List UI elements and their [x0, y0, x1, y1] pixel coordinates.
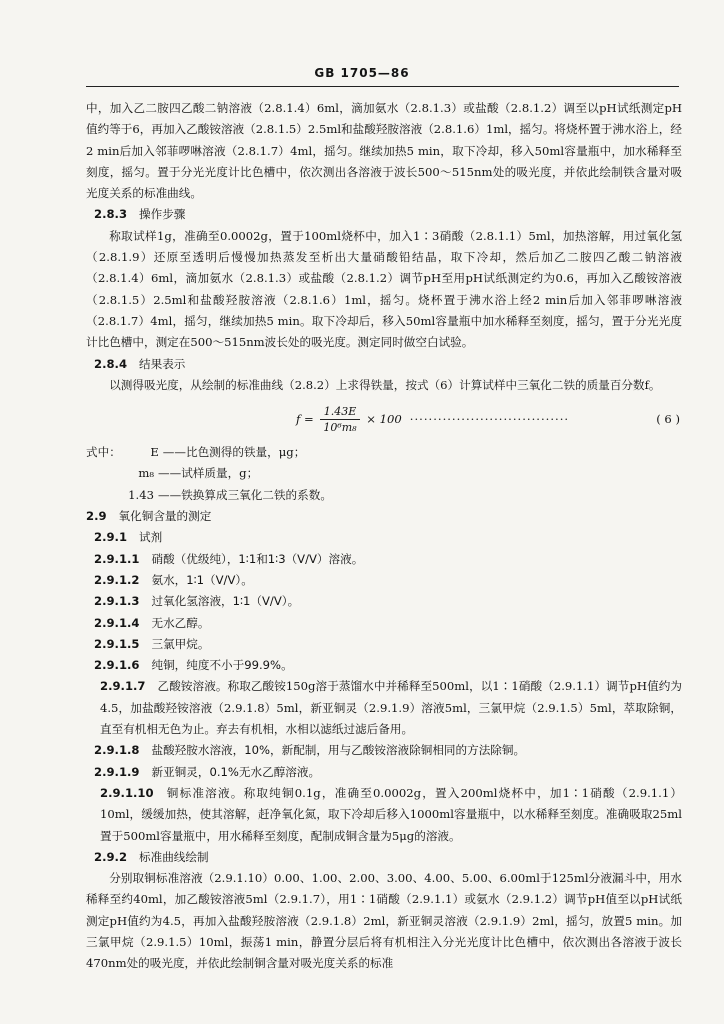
legend-description: 铁换算成三氧化二铁的系数。	[181, 487, 332, 502]
reagent-item-ammonium-acetate	[86, 676, 682, 740]
section-title: 氧化铜含量的测定	[118, 509, 212, 524]
section-number: 2.9.1	[94, 530, 128, 545]
formula-multiplier: × 100	[366, 411, 402, 426]
legend-dash: ——	[162, 445, 186, 460]
legend-prefix: 式中：	[86, 445, 121, 460]
legend-symbol: E	[150, 445, 159, 460]
reagent-text: 过氧化氢溶液，1∶1（V/V）。	[151, 594, 300, 609]
reagent-number: 2.9.1.10	[100, 785, 154, 800]
formula-fraction	[320, 404, 361, 435]
paragraph-copper-curve: 分别取铜标准溶液（2.9.1.10）0.00、1.00、2.00、3.00、4.00、5.00、6.00ml于125ml分液漏斗中，用水稀释至约40ml，加乙酸铵溶液5ml（2.9.1.7），用1∶1硝酸（2.9.1.1）或氨水（2.9.1.2）调节pH值至以pH试纸测定pH值约为4.5，再加入盐酸羟胺溶液（2.9.1.8）2ml，新亚铜灵溶液（2.9.1.9）2ml，摇匀，放置5 min。加三氯甲烷（2.9.1.5）10ml，振荡1 min，静置分层后将有机相注入分光光度计比色槽中，依次测出各溶液于波长470nm处的吸光度，并依此绘制铜含量对吸光度关系的标准	[86, 871, 682, 971]
section-number: 2.9	[86, 509, 107, 524]
paragraph-procedure: 称取试样1g，准确至0.0002g，置于100ml烧杯中，加入1∶3硝酸（2.8.1.1）5ml，加热溶解，用过氧化氢（2.8.1.9）还原至透明后慢慢加热蒸发至析出大量硝酸铅结晶，取下冷却，然后加乙二胺四乙酸二钠溶液（2.8.1.4）6ml，滴加氨水（2.8.1.3）或盐酸（2.8.1.2）调节pH至用pH试纸测定约为0.6，再加入乙酸铵溶液（2.8.1.5）2.5ml和盐酸羟胺溶液（2.8.1.6）1ml，摇匀。烧杯置于沸水浴上经2 min后加入邻菲啰啉溶液（2.8.1.7）4ml，摇匀，继续加热5 min。取下冷却后，移入50ml容量瓶中加水稀释至刻度，摇匀，置于分光光度计比色槽中，测定在500～515nm波长处的吸光度。测定同时做空白试验。	[86, 228, 682, 350]
reagent-number: 2.9.1.2	[94, 572, 140, 587]
reagent-item	[86, 613, 682, 634]
paragraph-standard-curve-iron: 中，加入乙二胺四乙酸二钠溶液（2.8.1.4）6ml，滴加氨水（2.8.1.3）或盐酸（2.8.1.2）调至以pH试纸测定pH值约等于6，再加入乙酸铵溶液（2.8.1.5）2.5ml和盐酸羟胺溶液（2.8.1.6）1ml，摇匀。将烧杯置于沸水浴上，经2 min后加入邻菲啰啉溶液（2.8.1.7）4ml，摇匀。继续加热5 min，取下冷却，移入50ml容量瓶中，加水稀释至刻度，摇匀。置于分光光度计比色槽中，依次测出各溶液于波长500～515nm处的吸光度，并依此绘制铁含量对吸光度关系的标准曲线。	[86, 101, 682, 201]
section-number: 2.9.2	[94, 849, 128, 864]
legend-dash: ——	[158, 487, 182, 502]
legend-item-e	[86, 442, 682, 463]
section-title: 标准曲线绘制	[139, 849, 209, 864]
paragraph-result: 以测得吸光度，从绘制的标准曲线（2.8.2）上求得铁量，按式（6）计算试样中三氧化二铁的质量百分数f。	[109, 377, 661, 392]
section-heading-2-9-1	[86, 527, 682, 548]
formula-lhs: f =	[296, 411, 314, 426]
section-heading-2-9-2	[86, 847, 682, 868]
reagent-number: 2.9.1.4	[94, 615, 140, 630]
reagent-number: 2.9.1.7	[100, 679, 146, 694]
section-title: 试剂	[139, 530, 163, 545]
legend-description: 试样质量，g；	[181, 466, 259, 481]
section-title: 操作步骤	[139, 207, 186, 222]
formula-6	[86, 396, 682, 442]
reagent-item	[86, 762, 682, 783]
document-body	[86, 98, 682, 975]
reagent-number: 2.9.1.9	[94, 764, 140, 779]
reagent-text: 氨水，1∶1（V/V）。	[151, 572, 253, 587]
section-heading-2-8-3	[86, 204, 682, 225]
reagent-item	[86, 740, 682, 761]
reagent-item	[86, 549, 682, 570]
reagent-text: 盐酸羟胺水溶液，10%，新配制，用与乙酸铵溶液除铜相同的方法除铜。	[151, 743, 526, 758]
section-title: 结果表示	[139, 356, 186, 371]
reagent-item	[86, 655, 682, 676]
equation-number: ( 6 )	[656, 411, 680, 426]
reagent-number: 2.9.1.6	[94, 658, 140, 673]
legend-dash: ——	[158, 466, 182, 481]
reagent-item	[86, 591, 682, 612]
legend-symbol: m₈	[138, 466, 154, 481]
legend-description: 比色测得的铁量，μg；	[185, 445, 306, 460]
reagent-item	[86, 634, 682, 655]
legend-item-coefficient	[86, 485, 682, 506]
section-number: 2.8.4	[94, 356, 128, 371]
section-number: 2.8.3	[94, 207, 128, 222]
reagent-text: 纯铜，纯度不小于99.9%。	[151, 658, 293, 673]
reagent-number: 2.9.1.1	[94, 551, 140, 566]
header-rule	[86, 86, 679, 87]
reagent-text: 硝酸（优级纯），1∶1和1∶3（V/V）溶液。	[151, 551, 364, 566]
reagent-item-copper-standard	[86, 783, 682, 847]
section-heading-2-8-4	[86, 354, 682, 375]
formula-numerator: 1.43E	[320, 404, 361, 420]
standard-number-header: GB 1705—86	[314, 66, 410, 80]
section-heading-2-9	[86, 506, 682, 527]
formula-denominator: 10⁶m₈	[323, 420, 357, 434]
reagent-text: 铜标准溶液。称取纯铜0.1g，准确至0.0002g，置入200ml烧杯中，加1∶1硝酸（2.9.1.1）10ml，缓缓加热，使其溶解，赶净氧化氮，取下冷却后移入1000ml容量瓶中，以水稀释至刻度。准确吸取25ml置于500ml容量瓶中，用水稀释至刻度，配制成铜含量为5μg的溶液。	[100, 785, 682, 843]
reagent-number: 2.9.1.3	[94, 594, 140, 609]
reagent-item	[86, 570, 682, 591]
reagent-number: 2.9.1.8	[94, 743, 140, 758]
formula-leader-dots: ··································	[409, 411, 570, 426]
legend-item-m8	[86, 463, 682, 484]
reagent-number: 2.9.1.5	[94, 636, 140, 651]
legend-symbol: 1.43	[128, 487, 154, 502]
reagent-text: 乙酸铵溶液。称取乙酸铵150g溶于蒸馏水中并稀释至500ml，以1∶1硝酸（2.9.1.1）调节pH值约为4.5，加盐酸羟铵溶液（2.9.1.8）5ml，新亚铜灵（2.9.1.9）溶液5ml，三氯甲烷（2.9.1.5）5ml，萃取除铜，直至有机相无色为止。弃去有机相，水相以滤纸过滤后备用。	[100, 679, 682, 737]
reagent-text: 无水乙醇。	[151, 615, 210, 630]
reagent-text: 三氯甲烷。	[151, 636, 210, 651]
reagent-text: 新亚铜灵，0.1%无水乙醇溶液。	[151, 764, 321, 779]
